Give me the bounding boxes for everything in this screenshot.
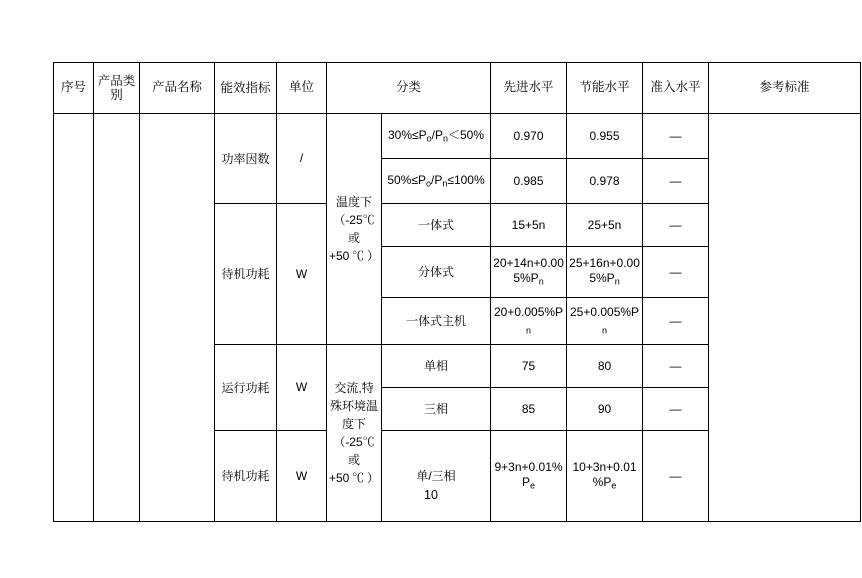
cell-advanced: $9+3n+0.01\%P_e$: [491, 431, 567, 522]
header-access-level: 准入水平: [643, 63, 709, 114]
cell-indicator-running-power: 运行功耗: [215, 345, 277, 431]
cell-unit: W: [277, 345, 327, 431]
cell-indicator-power-factor: 功率因数: [215, 114, 277, 204]
cell-classification: $30\%\le P_o/P_n<50\%$: [382, 114, 491, 159]
cell-product-category: [94, 114, 140, 522]
cell-access: —: [643, 388, 709, 431]
cell-condition-temperature: 温度下（-25℃或+50℃）: [327, 114, 382, 345]
cell-access: —: [643, 159, 709, 204]
page-number: 10: [424, 488, 438, 502]
cell-access: —: [643, 204, 709, 247]
cell-reference-standard: [709, 114, 861, 522]
cell-access: —: [643, 298, 709, 345]
header-energy-saving-level: 节能水平: [567, 63, 643, 114]
cell-condition-ac-temperature: 交流,特殊环境温度下（-25℃或+50℃）: [327, 345, 382, 522]
cell-unit: W: [277, 204, 327, 345]
energy-efficiency-table: [53, 62, 861, 522]
cell-energy-saving: $25+0.005\%P_n$: [567, 298, 643, 345]
header-sequence: 序号: [54, 63, 94, 114]
cell-access: —: [643, 247, 709, 298]
cell-access: —: [643, 345, 709, 388]
cell-energy-saving: 0.978: [567, 159, 643, 204]
header-product-name: 产品名称: [140, 63, 215, 114]
table-header-row: [54, 63, 861, 114]
cell-classification: 一体式: [382, 204, 491, 247]
cell-classification: 分体式: [382, 247, 491, 298]
header-product-category: 产品类别: [94, 63, 140, 114]
cell-product-name: [140, 114, 215, 522]
cell-advanced: $20+14n+0.005\%P_n$: [491, 247, 567, 298]
cell-energy-saving: 80: [567, 345, 643, 388]
cell-classification: $50\%\le P_o/P_n\le 100\%$: [382, 159, 491, 204]
cell-advanced: 85: [491, 388, 567, 431]
cell-energy-saving: 0.955: [567, 114, 643, 159]
header-unit: 单位: [277, 63, 327, 114]
cell-energy-saving: $10+3n+0.01\%P_e$: [567, 431, 643, 522]
cell-advanced: 0.985: [491, 159, 567, 204]
cell-access: —: [643, 114, 709, 159]
cell-advanced: 15+5n: [491, 204, 567, 247]
cell-advanced: 0.970: [491, 114, 567, 159]
table-row: [54, 114, 861, 159]
cell-classification: 一体式主机: [382, 298, 491, 345]
header-reference-standard: 参考标准: [709, 63, 861, 114]
cell-advanced: 75: [491, 345, 567, 388]
cell-energy-saving: $25+16n+0.005\%P_n$: [567, 247, 643, 298]
cell-unit: W: [277, 431, 327, 522]
cell-indicator-standby-power: 待机功耗: [215, 431, 277, 522]
cell-access: —: [643, 431, 709, 522]
cell-indicator-standby-power: 待机功耗: [215, 204, 277, 345]
cell-sequence: [54, 114, 94, 522]
cell-energy-saving: 90: [567, 388, 643, 431]
cell-advanced: $20+0.005\%P_n$: [491, 298, 567, 345]
cell-classification: 三相: [382, 388, 491, 431]
spec-table-container: [53, 62, 810, 522]
cell-classification: 单/三相: [382, 431, 491, 522]
cell-classification: 单相: [382, 345, 491, 388]
header-advanced-level: 先进水平: [491, 63, 567, 114]
header-efficiency-indicator: 能效指标: [215, 63, 277, 114]
cell-energy-saving: 25+5n: [567, 204, 643, 247]
cell-unit-slash: /: [277, 114, 327, 204]
header-classification: 分类: [327, 63, 491, 114]
